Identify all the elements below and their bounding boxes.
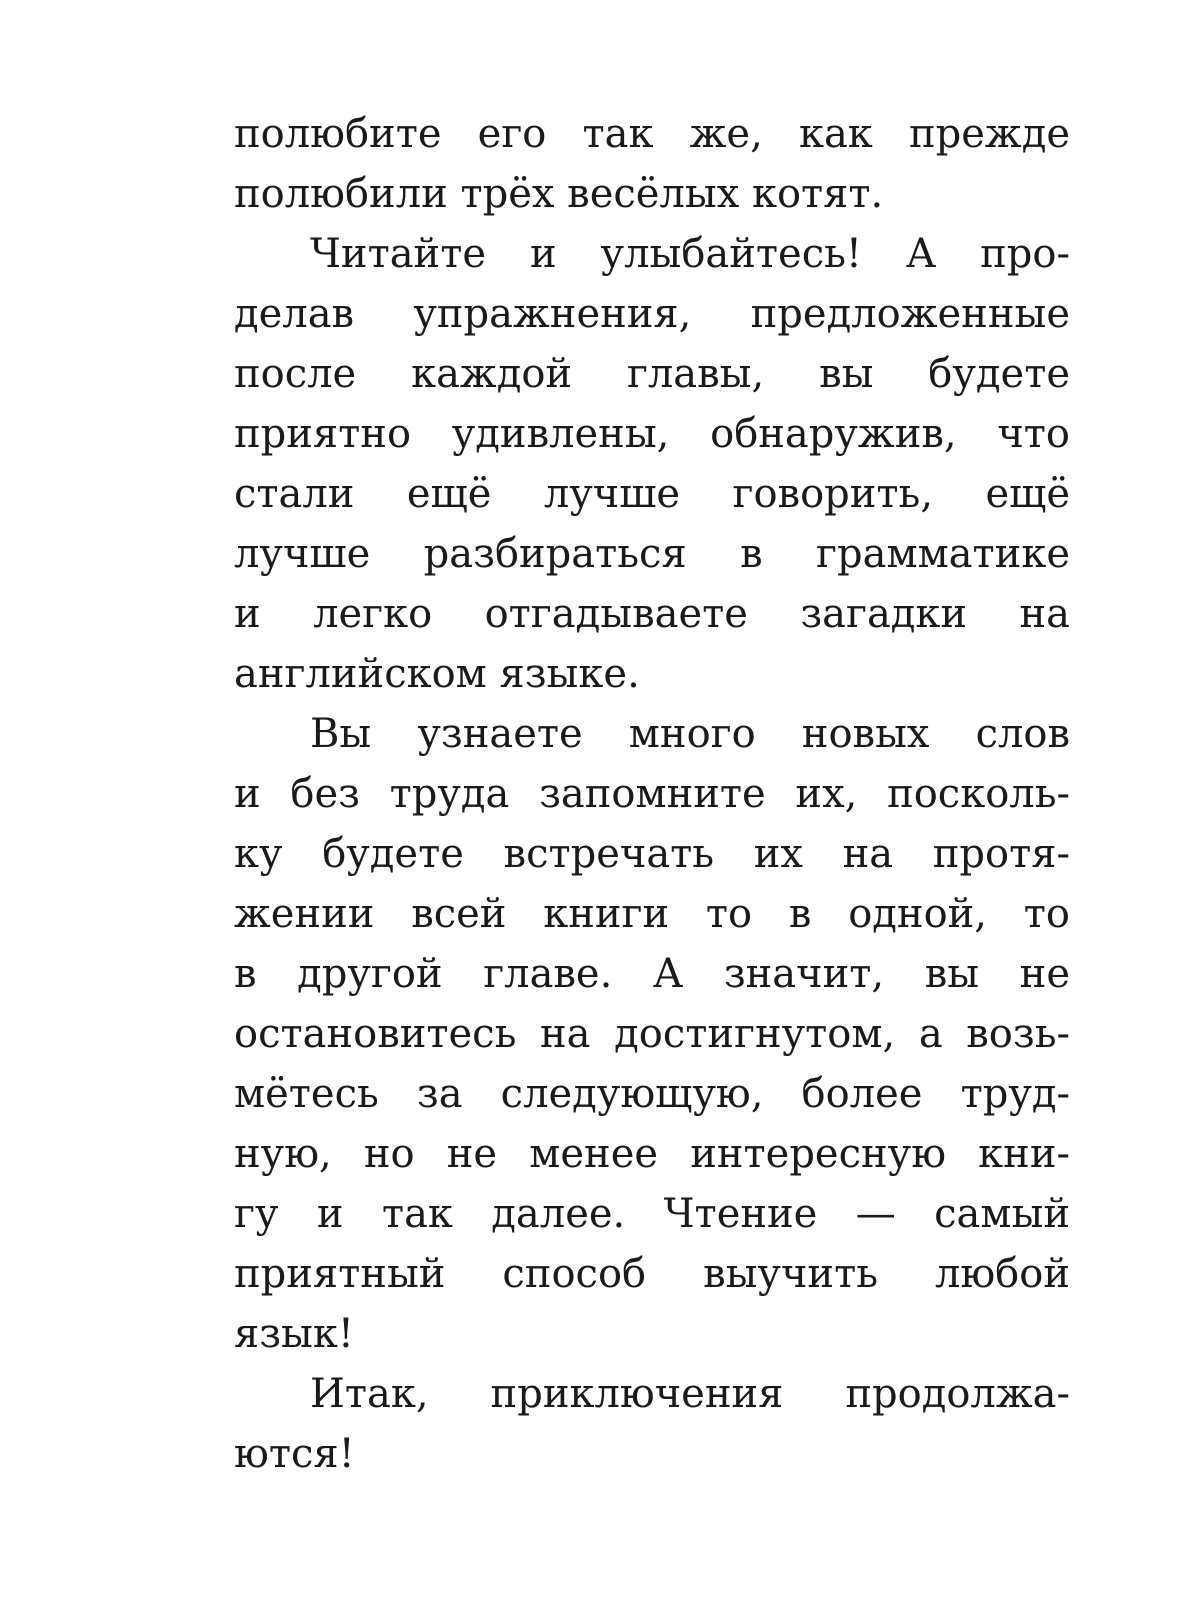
text-line: ную, но не менее интересную кни- (234, 1131, 1070, 1177)
text-line: делав упражнения, предложенные (234, 291, 1070, 337)
text-line: язык! (234, 1311, 354, 1357)
text-line: и без труда запомните их, посколь- (234, 771, 1070, 817)
text-line: лучше разбираться в грамматике (234, 531, 1070, 577)
paragraph-4 (234, 1364, 1070, 1484)
text-line: после каждой главы, вы будете (234, 351, 1070, 397)
paragraph-3 (234, 704, 1070, 1364)
text-line: ку будете встречать их на протя- (234, 831, 1070, 877)
text-line: английском языке. (234, 651, 640, 697)
text-line: полюбите его так же, как прежде (234, 111, 1070, 157)
text-line: приятный способ выучить любой (234, 1251, 1070, 1297)
text-line: Вы узнаете много новых слов (310, 711, 1070, 757)
text-line: мётесь за следующую, более труд- (234, 1071, 1070, 1117)
paragraph-1 (234, 104, 1070, 224)
text-line: стали ещё лучше говорить, ещё (234, 471, 1070, 517)
text-line: и легко отгадываете загадки на (234, 591, 1070, 637)
text-line: полюбили трёх весёлых котят. (234, 171, 884, 217)
text-line: Читайте и улыбайтесь! А про- (310, 231, 1070, 277)
text-line: в другой главе. А значит, вы не (234, 951, 1070, 997)
text-line: приятно удивлены, обнаружив, что (234, 411, 1070, 457)
paragraph-2 (234, 224, 1070, 704)
body-text (234, 104, 1070, 1484)
text-line: гу и так далее. Чтение — самый (234, 1191, 1070, 1237)
text-line: остановитесь на достигнутом, а возь- (234, 1011, 1070, 1057)
text-line: Итак, приключения продолжа- (310, 1371, 1070, 1417)
text-line: жении всей книги то в одной, то (234, 891, 1070, 937)
text-line: ются! (234, 1431, 355, 1477)
